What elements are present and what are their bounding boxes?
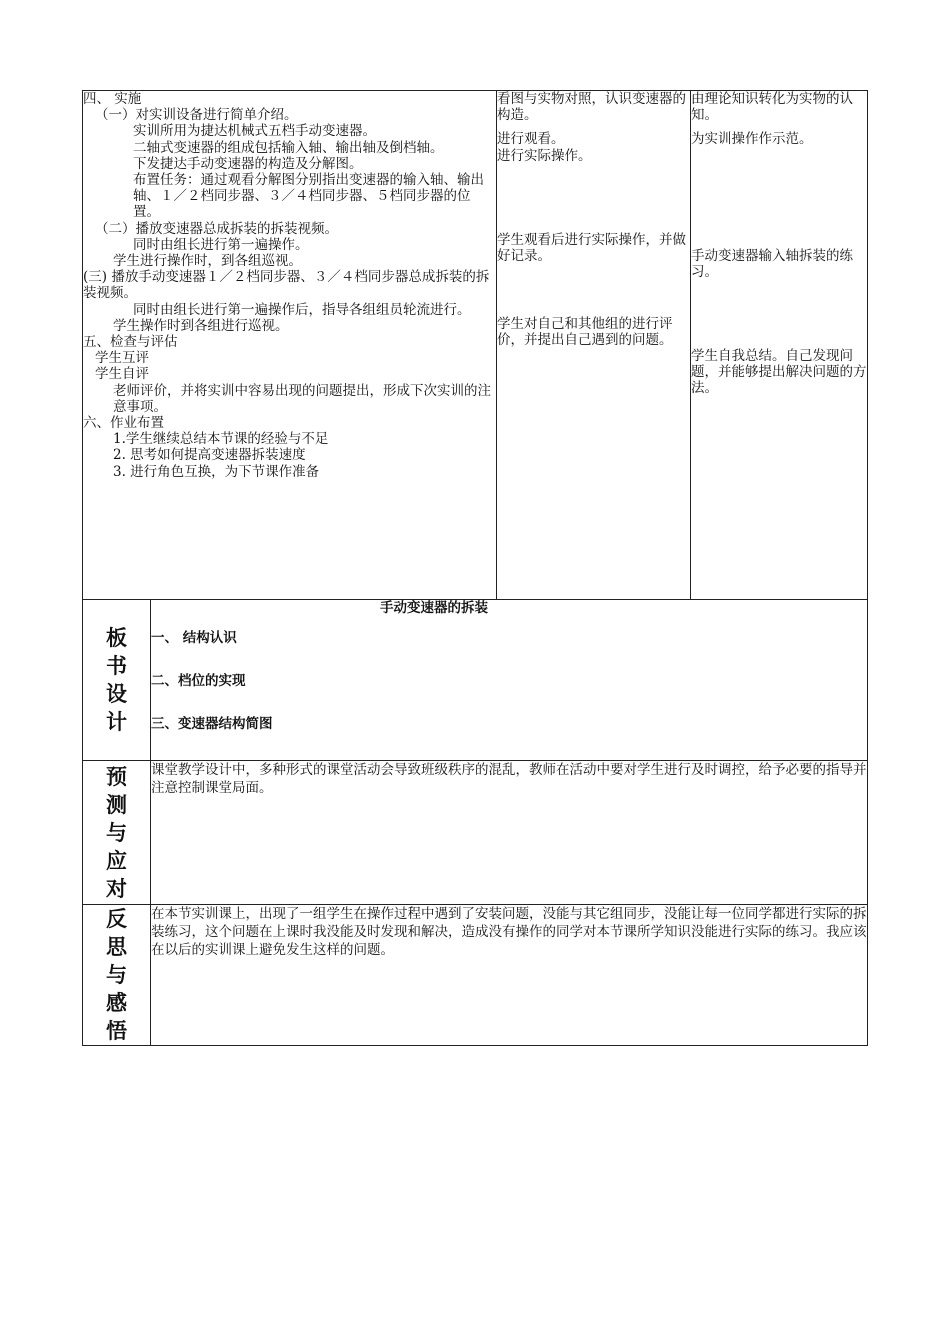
label-char: 计	[106, 710, 127, 734]
teacher-activity-line: 布置任务：通过观看分解图分别指出变速器的输入轴、输出轴、１／２档同步器、３／４档同步器、５档同步器的位置。	[133, 172, 484, 221]
label-char: 悟	[106, 1019, 127, 1043]
design-intent-3: 手动变速器输入轴拆装的练习。	[691, 247, 853, 280]
process-row	[83, 91, 868, 600]
board-item-1: 一、 结构认识	[151, 630, 237, 646]
label-char: 测	[106, 792, 127, 817]
label-char: 书	[106, 654, 127, 678]
teacher-activity-line: （二）播放变速器总成拆装的拆装视频。	[95, 220, 338, 237]
teacher-activity-line: 同时由组长进行第一遍操作。	[133, 236, 309, 253]
label-char: 与	[106, 820, 127, 845]
prediction-row	[83, 761, 868, 905]
teacher-activity-line: 四、 实施	[83, 91, 142, 107]
label-char: 设	[106, 682, 127, 706]
board-design-content	[151, 600, 868, 761]
student-activity-4: 学生观看后进行实际操作，并做好记录。	[497, 231, 686, 265]
reflection-row	[83, 905, 868, 1046]
teacher-activity-line: 2. 思考如何提高变速器拆装速度	[113, 447, 306, 464]
teacher-activity-line: 同时由组长进行第一遍操作后，指导各组组员轮流进行。	[133, 301, 471, 318]
teacher-activity-cell	[83, 91, 497, 600]
student-activity-5: 学生对自己和其他组的进行评价，并提出自己遇到的问题。	[497, 316, 673, 349]
board-design-row	[83, 600, 868, 761]
board-title: 手动变速器的拆装	[380, 600, 488, 616]
teacher-activity-line: 六、作业布置	[83, 415, 164, 432]
teacher-activity-list	[83, 91, 496, 480]
teacher-activity-line: 二轴式变速器的组成包括输入轴、输出轴及倒档轴。	[133, 139, 444, 156]
teacher-activity-line: 学生进行操作时，到各组巡视。	[113, 253, 302, 270]
board-item-2: 二、档位的实现	[151, 673, 246, 689]
teacher-activity-line: 学生操作时到各组进行巡视。	[113, 317, 289, 334]
teacher-activity-line: 实训所用为捷达机械式五档手动变速器。	[133, 123, 376, 140]
teacher-activity-line: 老师评价，并将实训中容易出现的问题提出，形成下次实训的注意事项。	[113, 382, 491, 415]
label-char: 预	[106, 764, 127, 789]
reflection-label	[83, 905, 151, 1046]
teacher-activity-line: (三) 播放手动变速器１／２档同步器、３／４档同步器总成拆装的拆装视频。	[83, 269, 490, 302]
label-char: 思	[106, 935, 127, 959]
design-intent-2: 为实训操作作示范。	[691, 131, 813, 148]
teacher-activity-line: 学生自评	[95, 366, 149, 383]
label-char: 与	[106, 963, 127, 987]
reflection-text: 在本节实训课上，出现了一组学生在操作过程中遇到了安装问题，没能与其它组同步，没能让每一位同学都进行实际的拆装练习，这个问题在上课时我没能及时发现和解决，造成没有操作的同学对本节课所学知识没能进行实际的练习。我应该在以后的实训课上避免发生这样的问题。	[151, 905, 868, 1046]
design-intent-cell	[691, 91, 868, 600]
board-design-label	[83, 600, 151, 761]
teacher-activity-line: （一）对实训设备进行简单介绍。	[95, 107, 298, 124]
label-char: 反	[106, 907, 127, 931]
label-char: 感	[106, 991, 127, 1015]
label-char: 对	[106, 876, 127, 901]
design-intent-4: 学生自我总结。自己发现问题，并能够提出解决问题的方法。	[691, 348, 867, 397]
teacher-activity-line: 1.学生继续总结本节课的经验与不足	[113, 431, 329, 448]
prediction-label	[83, 761, 151, 905]
design-intent-1: 由理论知识转化为实物的认知。	[691, 91, 853, 124]
teacher-activity-line: 3. 进行角色互换，为下节课作准备	[113, 463, 320, 480]
student-activity-3: 进行实际操作。	[497, 147, 592, 164]
teacher-activity-line: 下发捷达手动变速器的构造及分解图。	[133, 155, 363, 172]
student-activity-1: 看图与实物对照，认识变速器的构造。	[497, 91, 686, 124]
student-activity-cell	[497, 91, 691, 600]
label-char: 板	[106, 626, 127, 650]
prediction-text: 课堂教学设计中，多种形式的课堂活动会导致班级秩序的混乱，教师在活动中要对学生进行及时调控，给予必要的指导并注意控制课堂局面。	[151, 761, 868, 905]
student-activity-2: 进行观看。	[497, 131, 565, 148]
lesson-plan-table	[82, 90, 868, 1046]
label-char: 应	[106, 848, 127, 873]
teacher-activity-line: 学生互评	[95, 350, 149, 367]
teacher-activity-line: 五、检查与评估	[83, 334, 178, 351]
board-item-3: 三、变速器结构简图	[151, 716, 273, 732]
